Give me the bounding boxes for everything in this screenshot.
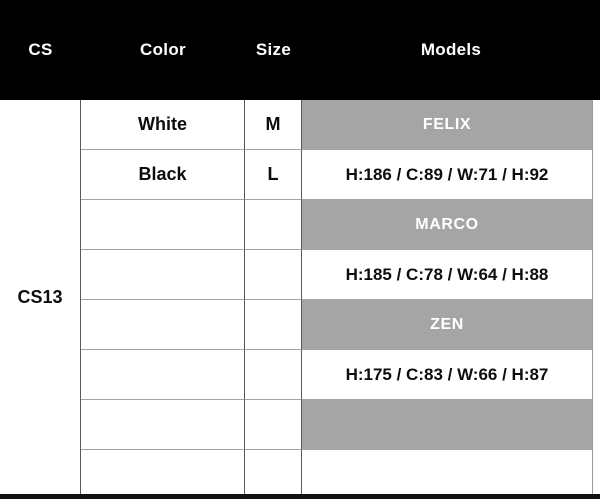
model-specs-cell: H:185 / C:78 / W:64 / H:88 [302, 250, 593, 300]
table-body [0, 100, 593, 494]
header-size: Size [255, 40, 292, 59]
header-cs: CS [28, 40, 53, 59]
color-cell [81, 400, 245, 450]
color-cell [81, 450, 245, 494]
color-cell: White [81, 100, 245, 150]
table-row [81, 200, 593, 250]
table-row [81, 300, 593, 350]
model-specs-cell: H:186 / C:89 / W:71 / H:92 [302, 150, 593, 200]
bottom-border-bar [0, 494, 600, 499]
size-cell [245, 300, 302, 350]
color-cell [81, 200, 245, 250]
header-color: Color [140, 40, 186, 59]
table-row [81, 350, 593, 400]
size-cell [245, 350, 302, 400]
size-cell: L [245, 150, 302, 200]
color-cell [81, 350, 245, 400]
table-row [81, 100, 593, 150]
color-cell [81, 300, 245, 350]
size-cell [245, 450, 302, 494]
model-specs-cell: H:175 / C:83 / W:66 / H:87 [302, 350, 593, 400]
color-cell [81, 250, 245, 300]
size-cell: M [245, 100, 302, 150]
cs-code-cell: CS13 [0, 100, 81, 494]
table-row [81, 450, 593, 494]
table-row [81, 400, 593, 450]
header-models: Models [420, 40, 482, 59]
color-cell: Black [81, 150, 245, 200]
size-cell [245, 200, 302, 250]
table-header-row [0, 0, 600, 100]
model-specs-cell [302, 450, 593, 494]
size-cell [245, 400, 302, 450]
model-name-cell: ZEN [302, 300, 593, 350]
table-row [81, 150, 593, 200]
model-name-cell [302, 400, 593, 450]
model-name-cell: FELIX [302, 100, 593, 150]
model-name-cell: MARCO [302, 200, 593, 250]
size-cell [245, 250, 302, 300]
table-row [81, 250, 593, 300]
